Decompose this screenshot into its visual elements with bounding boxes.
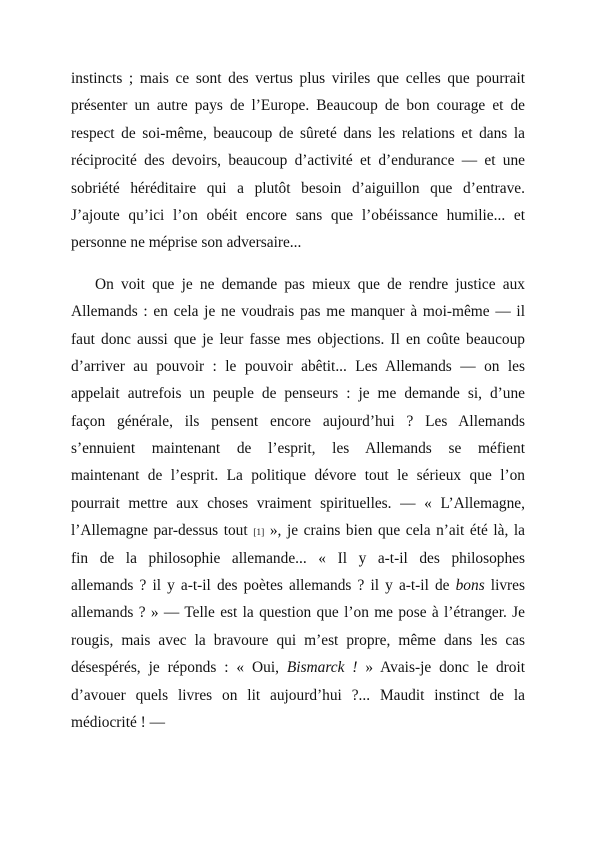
text-line: faut donc aussi que je leur fasse mes objections. Il en coûte beaucoup <box>71 330 525 348</box>
paragraph-gap <box>71 257 525 271</box>
footnote-link[interactable]: [1] <box>253 528 265 539</box>
text-line <box>71 572 525 599</box>
emphasis: bons <box>455 577 485 595</box>
text-line: Allemands : en cela je ne voudrais pas me manquer à moi-même — il <box>71 303 525 321</box>
text-line <box>71 654 525 681</box>
text-line: fin de la philosophie allemande... « Il y a-t-il des philosophes <box>71 549 525 567</box>
text-line: d’avouer quels livres on lit aujourd’hui ?... Maudit instinct de la <box>71 686 525 704</box>
text-line: sobriété héréditaire qui a plutôt besoin d’aiguillon que d’entrave. <box>71 179 525 197</box>
text-line: appelait autrefois un peuple de penseurs : je me demande si, d’une <box>71 385 525 403</box>
paragraph-1 <box>71 65 525 257</box>
text-line: présenter un autre pays de l’Europe. Beaucoup de bon courage et de <box>71 97 525 115</box>
text-line: façon générale, ils pensent encore aujourd’hui ? Les Allemands <box>71 412 525 430</box>
text-line: J’ajoute qu’ici l’on obéit encore sans que l’obéissance humilie... et <box>71 206 525 224</box>
text-line: s’ennuient maintenant de l’esprit, les Allemands se méfient <box>71 440 525 458</box>
text-line: personne ne méprise son adversaire... <box>71 234 302 252</box>
text-line: respect de soi-même, beaucoup de sûreté dans les relations et dans la <box>71 124 525 142</box>
text-line: pourrait mettre aux choses vraiment spirituelles. — « L’Allemagne, <box>71 494 525 512</box>
text-line <box>71 517 525 544</box>
emphasis: Bismarck ! <box>286 659 358 677</box>
text-line: allemands ? » — Telle est la question que l’on me pose à l’étranger. Je <box>71 604 525 622</box>
text-line: instincts ; mais ce sont des vertus plus viriles que celles que pourrait <box>71 70 525 87</box>
text-line: d’arriver au pouvoir : le pouvoir abêtit... Les Allemands — on les <box>71 357 525 375</box>
text-line: médiocrité ! — <box>71 713 166 731</box>
text-line: réciprocité des devoirs, beaucoup d’activité et d’endurance — et une <box>71 152 525 170</box>
text-line: On voit que je ne demande pas mieux que de rendre justice aux <box>95 275 525 293</box>
text-segment: désespérés, je réponds : « Oui, <box>71 659 287 677</box>
text-line: maintenant de l’esprit. La politique dévore tout le sérieux que l’on <box>71 467 525 485</box>
text-segment: », je crains bien que cela n’ait été là, la <box>264 522 525 540</box>
text-line: rougis, mais avec la bravoure qui m’est propre, même dans les cas <box>71 631 525 649</box>
text-segment: livres <box>484 577 525 595</box>
text-segment: » Avais-je donc le droit <box>357 659 526 677</box>
text-segment: l’Allemagne par-dessus tout <box>71 522 248 540</box>
paragraph-2 <box>71 271 525 737</box>
document-page <box>71 65 525 736</box>
text-segment: allemands ? il y a-t-il des poètes allemands ? il y a-t-il de <box>71 577 456 595</box>
